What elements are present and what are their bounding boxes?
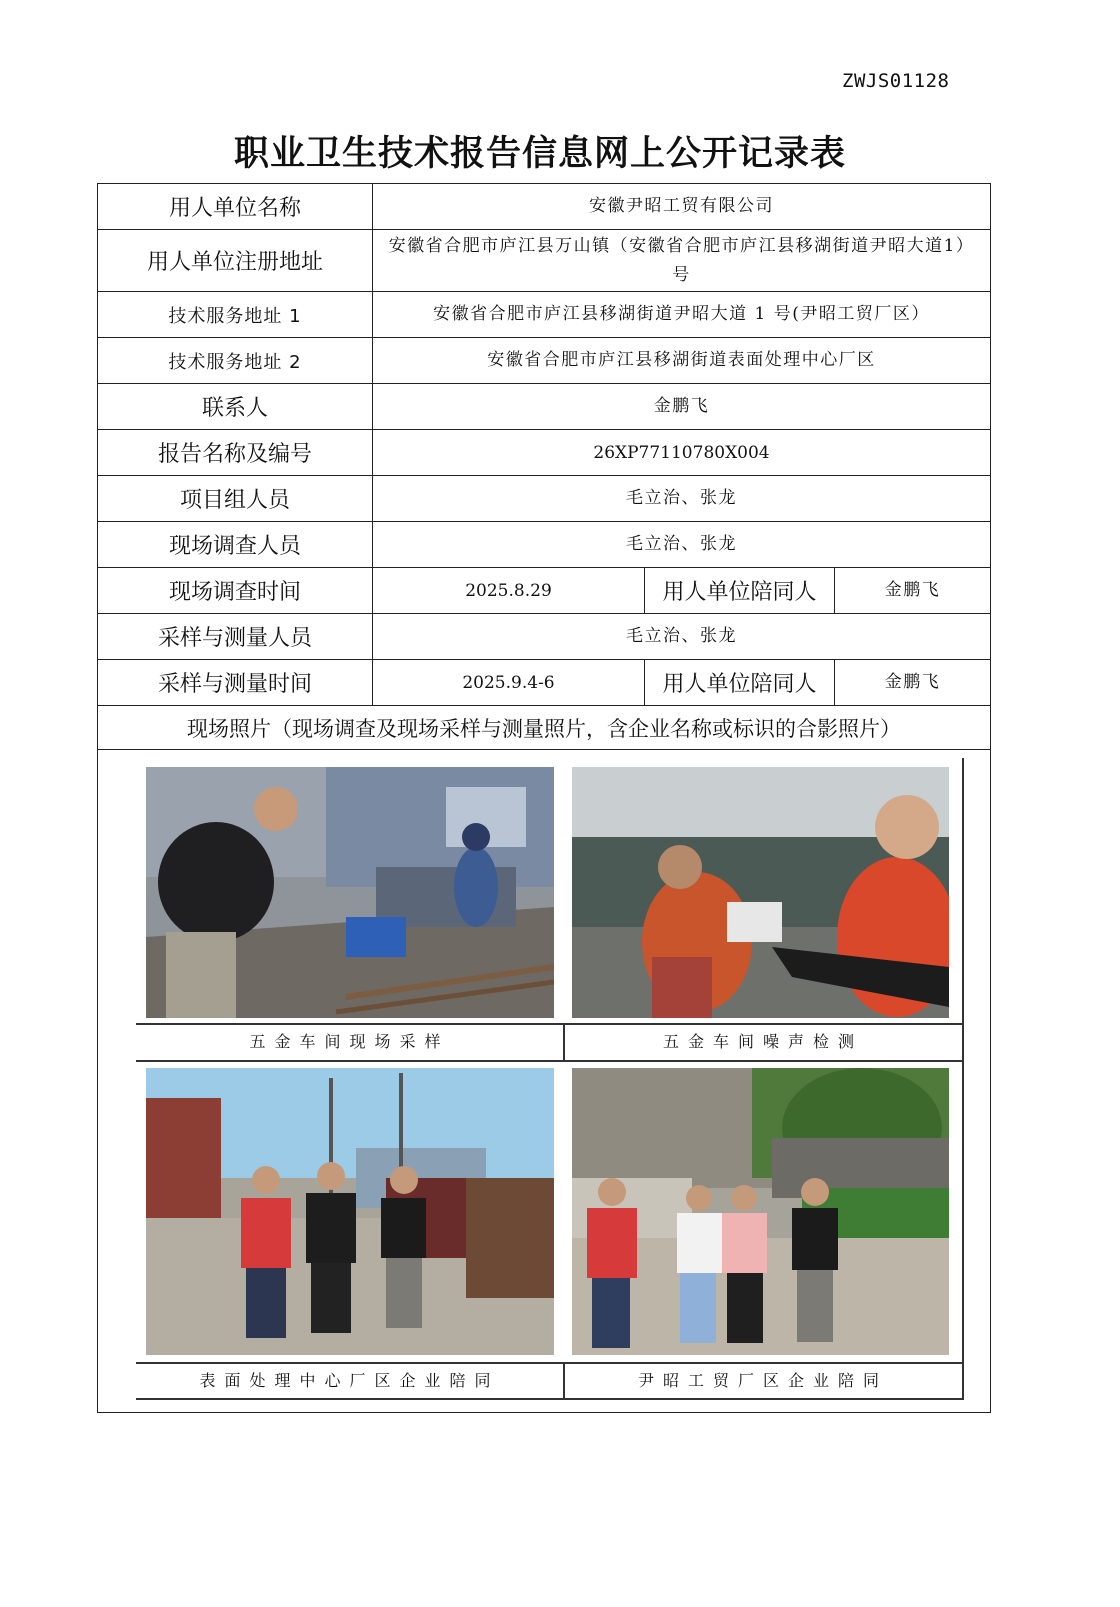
frame-right-line: [962, 758, 964, 1398]
survey-staff-value: 毛立治、张龙: [373, 522, 991, 568]
report-id-value: 26XP77110780X004: [373, 430, 991, 476]
sampling-companion-value: 金鹏飞: [835, 660, 991, 706]
employer-address-label: 用人单位注册地址: [98, 230, 373, 292]
caption-surface-treatment-accompany: 表面处理中心厂区企业陪同: [199, 1371, 500, 1390]
row-employer-address: [98, 230, 991, 292]
row-survey-staff: [98, 522, 991, 568]
project-team-value: 毛立治、张龙: [373, 476, 991, 522]
survey-companion-value: 金鹏飞: [835, 568, 991, 614]
row-project-team: [98, 476, 991, 522]
row-photos: [98, 750, 991, 1413]
row-sampling-staff: [98, 614, 991, 660]
photos-header: 现场照片（现场调查及现场采样与测量照片，含企业名称或标识的合影照片）: [98, 706, 991, 750]
caption-noise-testing: 五金车间噪声检测: [662, 1032, 863, 1051]
photo-workshop-sampling: [146, 767, 554, 1018]
frame-mid-line-bottom: [136, 1060, 964, 1062]
sampling-time-label: 采样与测量时间: [98, 660, 373, 706]
sampling-time-value: 2025.9.4-6: [373, 660, 645, 706]
service-address-1-label: 技术服务地址 1: [98, 292, 373, 338]
caption-company-accompany: 尹昭工贸厂区企业陪同: [637, 1371, 888, 1390]
row-contact: [98, 384, 991, 430]
project-team-label: 项目组人员: [98, 476, 373, 522]
contact-label: 联系人: [98, 384, 373, 430]
caption-workshop-sampling: 五金车间现场采样: [249, 1032, 450, 1051]
survey-staff-label: 现场调查人员: [98, 522, 373, 568]
row-service-address-2: [98, 338, 991, 384]
document-title: 职业卫生技术报告信息网上公开记录表: [233, 134, 846, 174]
employer-name-label: 用人单位名称: [98, 184, 373, 230]
sampling-staff-label: 采样与测量人员: [98, 614, 373, 660]
row-report-id: [98, 430, 991, 476]
row-survey-time: [98, 568, 991, 614]
photo-noise-testing: [572, 767, 949, 1018]
photo-grid: [106, 750, 991, 1412]
photo-company-accompany: [572, 1068, 949, 1355]
sampling-companion-label: 用人单位陪同人: [645, 660, 835, 706]
row-service-address-1: [98, 292, 991, 338]
survey-companion-label: 用人单位陪同人: [645, 568, 835, 614]
document-code: ZWJS01128: [842, 70, 950, 92]
report-id-label: 报告名称及编号: [98, 430, 373, 476]
service-address-2-value: 安徽省合肥市庐江县移湖街道表面处理中心厂区: [373, 338, 991, 384]
employer-name-value: 安徽尹昭工贸有限公司: [373, 184, 991, 230]
record-table: [97, 183, 991, 1413]
frame-bottom-line: [136, 1398, 964, 1400]
service-address-1-value: 安徽省合肥市庐江县移湖街道尹昭大道 1 号(尹昭工贸厂区）: [373, 292, 991, 338]
employer-address-value: 安徽省合肥市庐江县万山镇（安徽省合肥市庐江县移湖街道尹昭大道1）号: [373, 230, 991, 292]
photos-cell: [98, 750, 991, 1413]
survey-time-value: 2025.8.29: [373, 568, 645, 614]
row-sampling-time: [98, 660, 991, 706]
photo-frame: [136, 758, 962, 1398]
service-address-2-label: 技术服务地址 2: [98, 338, 373, 384]
contact-value: 金鹏飞: [373, 384, 991, 430]
row-photos-header: [98, 706, 991, 750]
photo-surface-treatment-accompany: [146, 1068, 554, 1355]
survey-time-label: 现场调查时间: [98, 568, 373, 614]
row-employer-name: [98, 184, 991, 230]
sampling-staff-value: 毛立治、张龙: [373, 614, 991, 660]
